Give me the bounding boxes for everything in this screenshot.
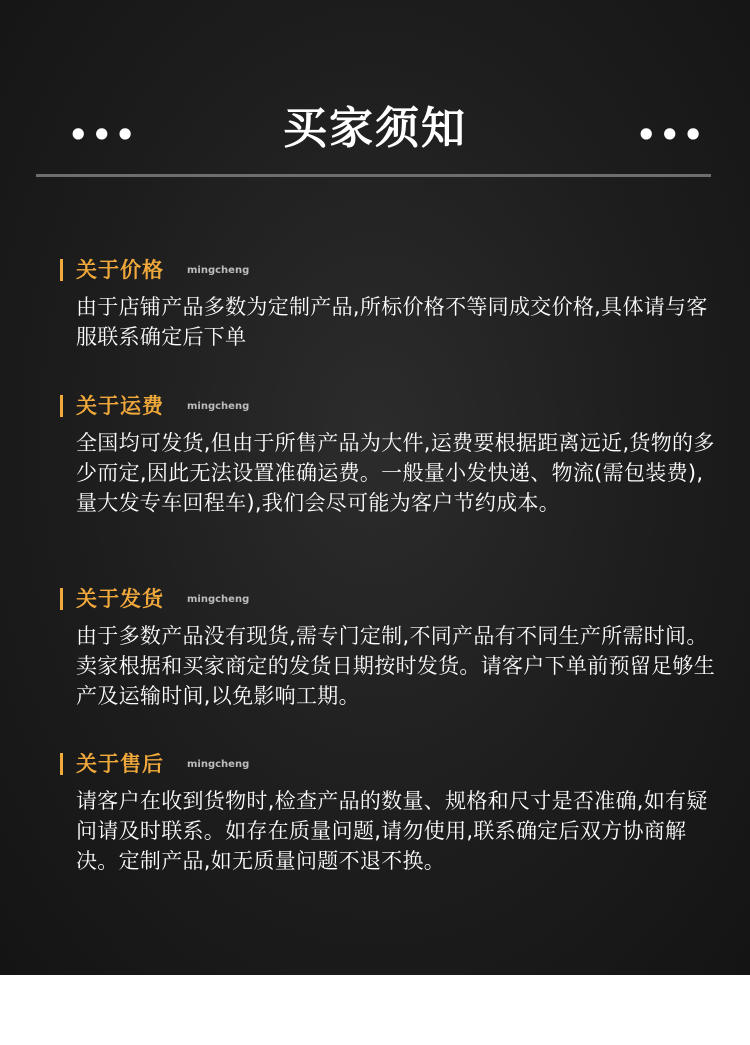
section-subtitle: mingcheng [187, 594, 250, 605]
page-title: 买家须知 [283, 103, 467, 154]
accent-bar [60, 753, 63, 775]
section-body: 由于店铺产品多数为定制产品,所标价格不等同成交价格,具体请与客服联系确定后下单 [76, 295, 708, 349]
decorative-dots-right: ••• [636, 116, 707, 154]
section-title: 关于运费 [76, 394, 164, 418]
section-heading [60, 254, 720, 288]
section-title: 关于价格 [76, 258, 164, 282]
section-subtitle: mingcheng [187, 265, 250, 276]
section-heading [60, 583, 720, 617]
accent-bar [60, 395, 63, 417]
section-heading [60, 748, 720, 782]
section-body: 由于多数产品没有现货,需专门定制,不同产品有不同生产所需时间。卖家根据和买家商定的发货日期按时发货。请客户下单前预留足够生产及运输时间,以免影响工期。 [76, 624, 715, 708]
section-price [60, 254, 720, 352]
section-heading [60, 390, 720, 424]
header [0, 90, 750, 160]
section-subtitle: mingcheng [187, 401, 250, 412]
section-subtitle: mingcheng [187, 759, 250, 770]
section-title: 关于发货 [76, 587, 164, 611]
section-shipping-fee [60, 390, 720, 518]
accent-bar [60, 259, 63, 281]
section-body: 请客户在收到货物时,检查产品的数量、规格和尺寸是否准确,如有疑问请及时联系。如存在质量问题,请勿使用,联系确定后双方协商解决。定制产品,如无质量问题不退不换。 [76, 789, 708, 873]
accent-bar [60, 588, 63, 610]
section-delivery [60, 583, 720, 711]
decorative-dots-left: ••• [68, 116, 139, 154]
section-body: 全国均可发货,但由于所售产品为大件,运费要根据距离远近,货物的多少而定,因此无法设置准确运费。一般量小发快递、物流(需包装费),量大发专车回程车),我们会尽可能为客户节约成本。 [76, 431, 715, 515]
header-divider [36, 174, 711, 177]
section-title: 关于售后 [76, 752, 164, 776]
section-after-sales [60, 748, 720, 876]
